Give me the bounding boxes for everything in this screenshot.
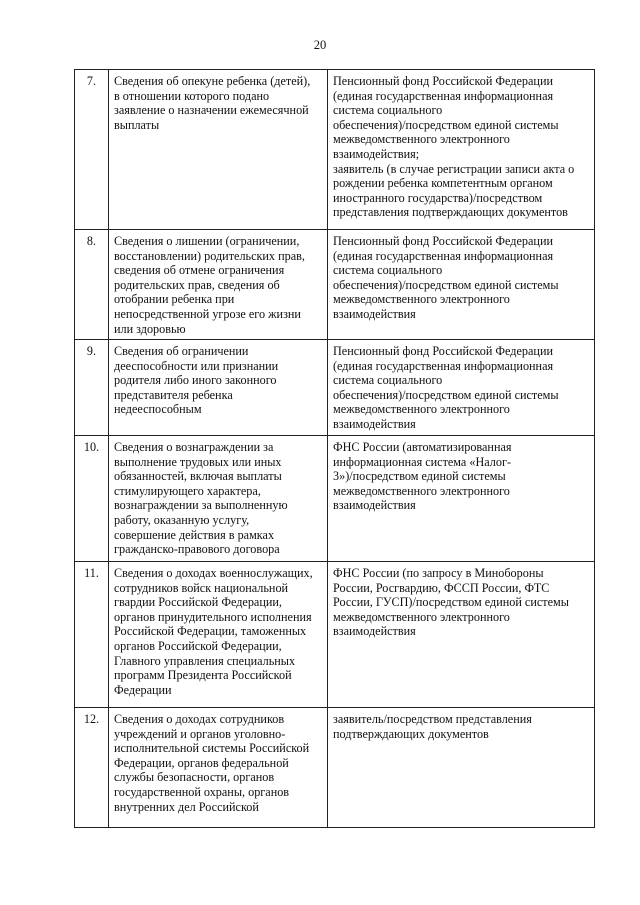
info-cell bbox=[109, 340, 328, 436]
info-cell bbox=[109, 436, 328, 562]
info-cell bbox=[109, 70, 328, 230]
source-text: заявитель/посредством представления подтверждающих документов bbox=[333, 712, 532, 741]
source-text: Пенсионный фонд Российской Федерации (единая государственная информационная система социального обеспечения)/посредством единой системы межведомственного электронного взаимодействия bbox=[333, 344, 559, 431]
source-cell bbox=[328, 230, 595, 340]
source-text: ФНС России (по запросу в Минобороны России, Росгвардию, ФССП России, ФТС России, ГУСП)/посредством единой системы межведомственного электронного взаимодействия bbox=[333, 566, 569, 639]
info-text: Сведения об ограничении дееспособности или признании родителя либо иного законного представителя ребенка недееспособным bbox=[114, 344, 279, 417]
row-number: 9. bbox=[75, 340, 109, 436]
info-text: Сведения о вознаграждении за выполнение трудовых или иных обязанностей, включая выплаты стимулирующего характера, вознаграждении за выполненную работу, оказанную услугу, совершение действия в рамках гражданско-правового договора bbox=[114, 440, 288, 557]
row-number: 7. bbox=[75, 70, 109, 230]
table-row bbox=[75, 340, 595, 436]
table-row bbox=[75, 562, 595, 708]
info-cell bbox=[109, 708, 328, 828]
info-cell bbox=[109, 230, 328, 340]
table-row bbox=[75, 70, 595, 230]
source-text: Пенсионный фонд Российской Федерации (единая государственная информационная система социального обеспечения)/посредством единой системы межведомственного электронного взаимодействия bbox=[333, 234, 559, 321]
info-text: Сведения об опекуне ребенка (детей), в отношении которого подано заявление о назначении ежемесячной выплаты bbox=[114, 74, 311, 132]
info-cell bbox=[109, 562, 328, 708]
table-row bbox=[75, 708, 595, 828]
info-text: Сведения о доходах военнослужащих, сотрудников войск национальной гвардии Российской Федерации, органов принудительного исполнения Российской Федерации, таможенных органов Российской Федерации, Главного управления специальных программ Президента Российской Федерации bbox=[114, 566, 313, 697]
source-text: Пенсионный фонд Российской Федерации (единая государственная информационная система социального обеспечения)/посредством единой системы межведомственного электронного взаимодействия; заявитель (в случае регистрации записи акта о рождении ребенка компетентным органом иностранного государства)/посредством представления подтверждающих документов bbox=[333, 74, 575, 220]
source-cell bbox=[328, 340, 595, 436]
source-cell bbox=[328, 70, 595, 230]
page-number: 20 bbox=[313, 38, 327, 52]
source-cell bbox=[328, 708, 595, 828]
document-table bbox=[74, 69, 595, 828]
table-row bbox=[75, 230, 595, 340]
row-number: 12. bbox=[75, 708, 109, 828]
row-number: 10. bbox=[75, 436, 109, 562]
row-number: 11. bbox=[75, 562, 109, 708]
info-text: Сведения о доходах сотрудников учреждений и органов уголовно- исполнительной системы Российской Федерации, органов федеральной службы безопасности, органов государственной охраны, органов внутренних дел Российской bbox=[114, 712, 310, 814]
table-row bbox=[75, 436, 595, 562]
source-text: ФНС России (автоматизированная информационная система «Налог- 3»)/посредством единой системы межведомственного электронного взаимодействия bbox=[333, 440, 512, 513]
source-cell bbox=[328, 562, 595, 708]
row-number: 8. bbox=[75, 230, 109, 340]
info-text: Сведения о лишении (ограничении, восстановлении) родительских прав, сведения об отмене ограничения родительских прав, сведения об отобрании ребенка при непосредственной угрозе его жизни или здоровью bbox=[114, 234, 305, 336]
source-cell bbox=[328, 436, 595, 562]
